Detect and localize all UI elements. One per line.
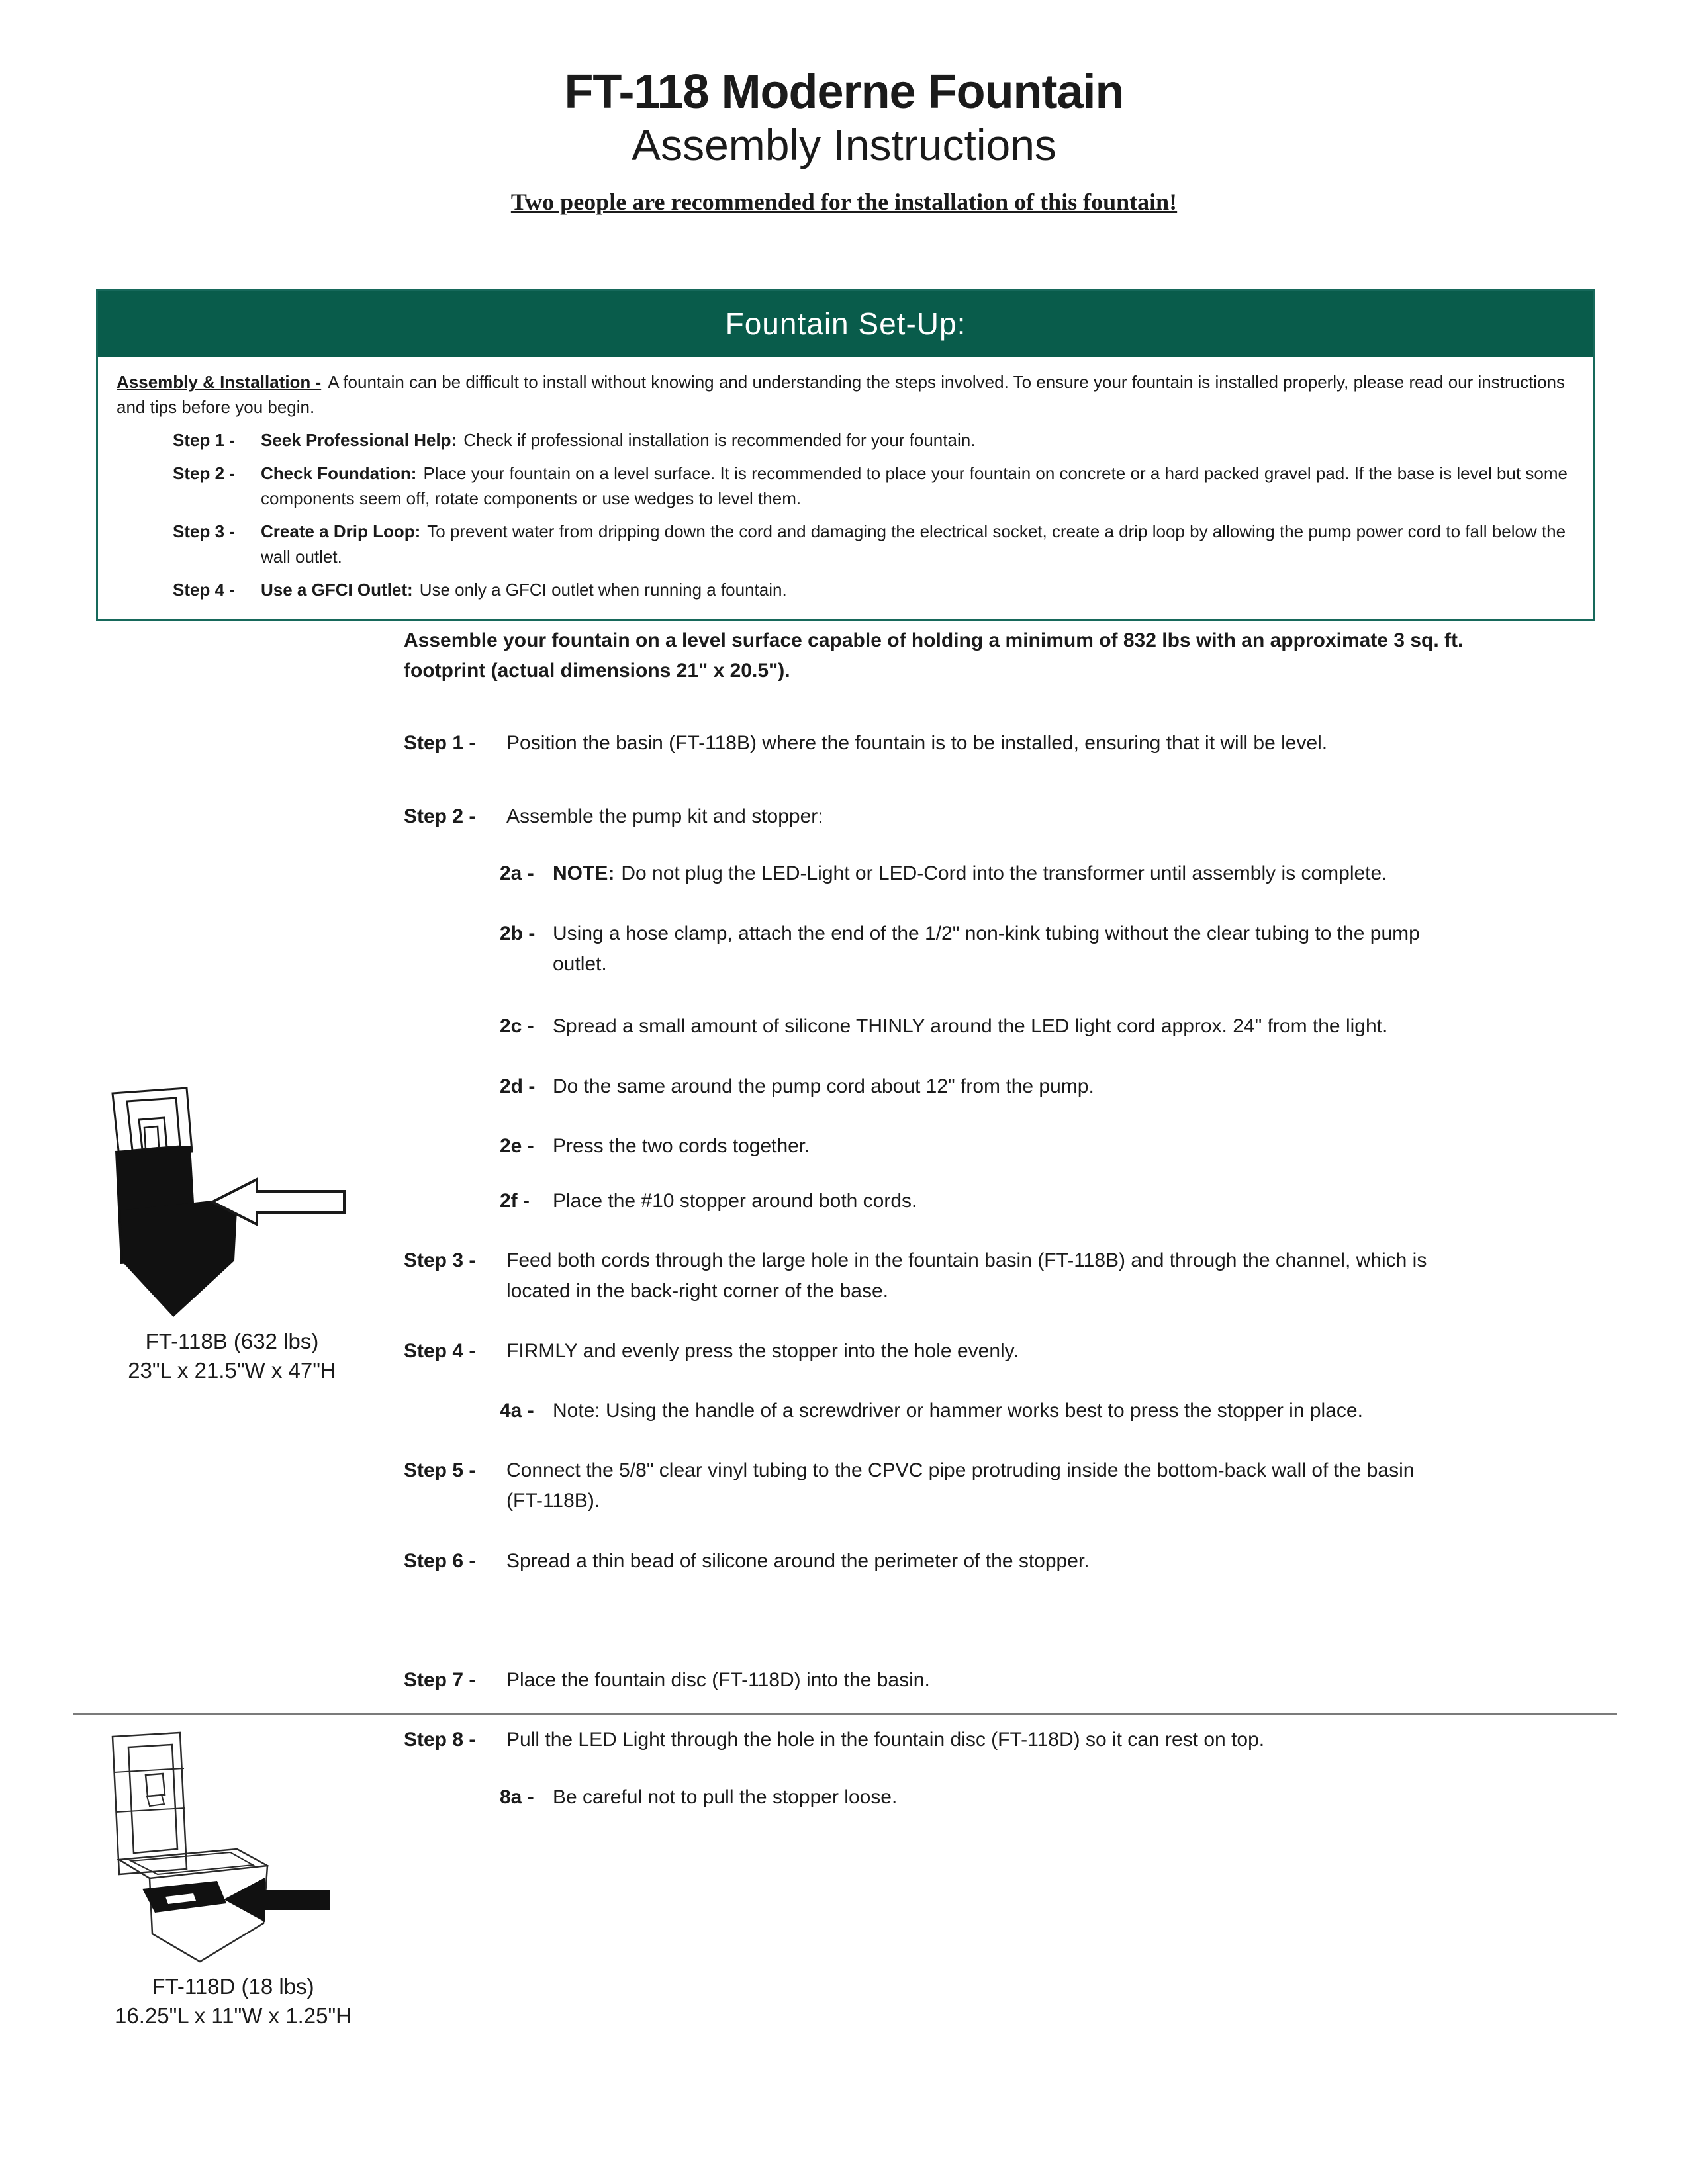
two-people-note: Two people are recommended for the installation of this fountain! (510, 188, 1178, 215)
step-text: Using a hose clamp, attach the end of the 1/2" non-kink tubing without the clear tubing to the pump outlet. (553, 923, 1420, 975)
step-label: Step 4 - (173, 580, 235, 600)
assembly-step-2a (500, 858, 1466, 889)
setup-intro-paragraph (117, 369, 1575, 420)
step-text: Connect the 5/8" clear vinyl tubing to the CPVC pipe protruding inside the bottom-back wall of the basin (FT-118B). (506, 1459, 1415, 1512)
figure-basin-caption (105, 1327, 359, 1385)
setup-step-2 (173, 461, 1575, 511)
step-label: Step 4 - (404, 1340, 476, 1362)
figure-basin (105, 1087, 359, 1385)
figure-disc-caption (94, 1972, 372, 2030)
setup-box-header: Fountain Set-Up: (98, 291, 1593, 357)
assembly-step-4a (500, 1396, 1466, 1426)
step-label: Step 2 - (173, 463, 235, 483)
step-text: Spread a small amount of silicone THINLY around the LED light cord approx. 24" from the light. (553, 1015, 1388, 1037)
page-subtitle: Assembly Instructions (632, 120, 1056, 170)
assembly-step-5 (404, 1455, 1436, 1516)
assembly-intro: Assemble your fountain on a level surface capable of holding a minimum of 832 lbs with an approximate 3 sq. ft. footprint (actual dimensions 21" x 20.5"). (404, 629, 1464, 682)
step-label: 2f - (500, 1190, 530, 1212)
step-text: Position the basin (FT-118B) where the fountain is to be installed, ensuring that it will be level. (506, 732, 1328, 754)
assembly-step-2d (500, 1071, 1466, 1102)
figure-caption-line1: FT-118B (632 lbs) (145, 1329, 319, 1353)
step-text: Assemble the pump kit and stopper: (506, 805, 823, 827)
assembly-step-4 (404, 1336, 1436, 1367)
step-lead: NOTE: (553, 862, 615, 884)
setup-step-1 (173, 428, 1575, 453)
step-label: Step 5 - (404, 1459, 476, 1481)
step-text: Note: Using the handle of a screwdriver or hammer works best to press the stopper in place. (553, 1400, 1363, 1422)
step-lead: Check Foundation: (261, 463, 417, 483)
step-text: Spread a thin bead of silicone around the perimeter of the stopper. (506, 1550, 1090, 1572)
step-label: Step 3 - (173, 522, 235, 541)
step-body: Check if professional installation is recommended for your fountain. (463, 430, 976, 450)
assembly-step-2f (500, 1186, 1466, 1216)
setup-box-body (98, 357, 1593, 619)
step-label: 4a - (500, 1400, 534, 1422)
assembly-step-8a (500, 1782, 1466, 1813)
step-text: Be careful not to pull the stopper loose. (553, 1786, 898, 1808)
step-lead: Use a GFCI Outlet: (261, 580, 413, 600)
step-text: FIRMLY and evenly press the stopper into the hole evenly. (506, 1340, 1019, 1362)
figure-disc (94, 1729, 372, 2030)
step-text: Pull the LED Light through the hole in the fountain disc (FT-118D) so it can rest on top. (506, 1729, 1265, 1751)
figure-caption-line1: FT-118D (18 lbs) (152, 1974, 314, 1999)
step-label: Step 8 - (404, 1729, 476, 1751)
step-label: Step 6 - (404, 1550, 476, 1572)
assembly-step-2b (500, 919, 1466, 979)
step-label: 2b - (500, 923, 536, 944)
step-label: 2a - (500, 862, 534, 884)
step-body: Use only a GFCI outlet when running a fountain. (419, 580, 787, 600)
step-text: Place the #10 stopper around both cords. (553, 1190, 917, 1212)
arrow-left-solid-icon (224, 1878, 330, 1922)
step-text (553, 858, 1466, 889)
assembly-step-2 (404, 801, 1436, 832)
step-label: 2e - (500, 1135, 534, 1157)
step-text: Place the fountain disc (FT-118D) into the basin. (506, 1669, 930, 1691)
assembly-step-2c (500, 1011, 1466, 1042)
section-divider (73, 1713, 1617, 1715)
assembly-step-1 (404, 728, 1436, 758)
step-label: Step 1 - (404, 732, 476, 754)
step-label: Step 1 - (173, 430, 235, 450)
setup-step-4 (173, 577, 1575, 602)
step-label: 2d - (500, 1075, 536, 1097)
step-label: Step 7 - (404, 1669, 476, 1691)
step-body: To prevent water from dripping down the cord and damaging the electrical socket, create a drip loop by allowing the pump power cord to fall below the wall outlet. (261, 522, 1566, 567)
step-label: Step 3 - (404, 1250, 476, 1271)
assembly-step-7 (404, 1665, 1436, 1696)
step-label: 2c - (500, 1015, 534, 1037)
assembly-step-8 (404, 1725, 1436, 1755)
step-text: Do the same around the pump cord about 12" from the pump. (553, 1075, 1094, 1097)
step-lead: Create a Drip Loop: (261, 522, 421, 541)
assembly-step-6 (404, 1546, 1436, 1576)
fountain-setup-box (96, 289, 1595, 621)
setup-step-3 (173, 519, 1575, 569)
figure-caption-line2: 16.25"L x 11"W x 1.25"H (115, 2003, 352, 2028)
assembly-instructions (404, 625, 1503, 1813)
step-text: Feed both cords through the large hole in the fountain basin (FT-118B) and through the channel, which is located in the back-right corner of the base. (506, 1250, 1427, 1302)
step-text (261, 577, 1575, 602)
step-body: Do not plug the LED-Light or LED-Cord into the transformer until assembly is complete. (621, 862, 1387, 884)
step-text (261, 428, 1575, 453)
step-label: Step 2 - (404, 805, 476, 827)
assembly-step-3 (404, 1246, 1436, 1306)
step-lead: Seek Professional Help: (261, 430, 457, 450)
assembly-step-2e (500, 1131, 1466, 1161)
fountain-basin-illustration (105, 1087, 359, 1322)
step-text (261, 519, 1575, 569)
fountain-disc-illustration (94, 1729, 372, 1967)
page-title: FT-118 Moderne Fountain (564, 66, 1124, 118)
step-label: 8a - (500, 1786, 534, 1808)
step-text: Press the two cords together. (553, 1135, 810, 1157)
setup-intro-text: A fountain can be difficult to install without knowing and understanding the steps involved. To ensure your fountain is installed properly, please read our instructions and tips before you begin. (117, 372, 1566, 417)
title-block (0, 66, 1688, 216)
step-body: Place your fountain on a level surface. It is recommended to place your fountain on concrete or a hard packed gravel pad. If the base is level but some components seem off, rotate components or use wedges to level them. (261, 463, 1568, 508)
setup-intro-lead: Assembly & Installation - (117, 372, 322, 392)
step-text (261, 461, 1575, 511)
figure-caption-line2: 23"L x 21.5"W x 47"H (128, 1358, 336, 1383)
